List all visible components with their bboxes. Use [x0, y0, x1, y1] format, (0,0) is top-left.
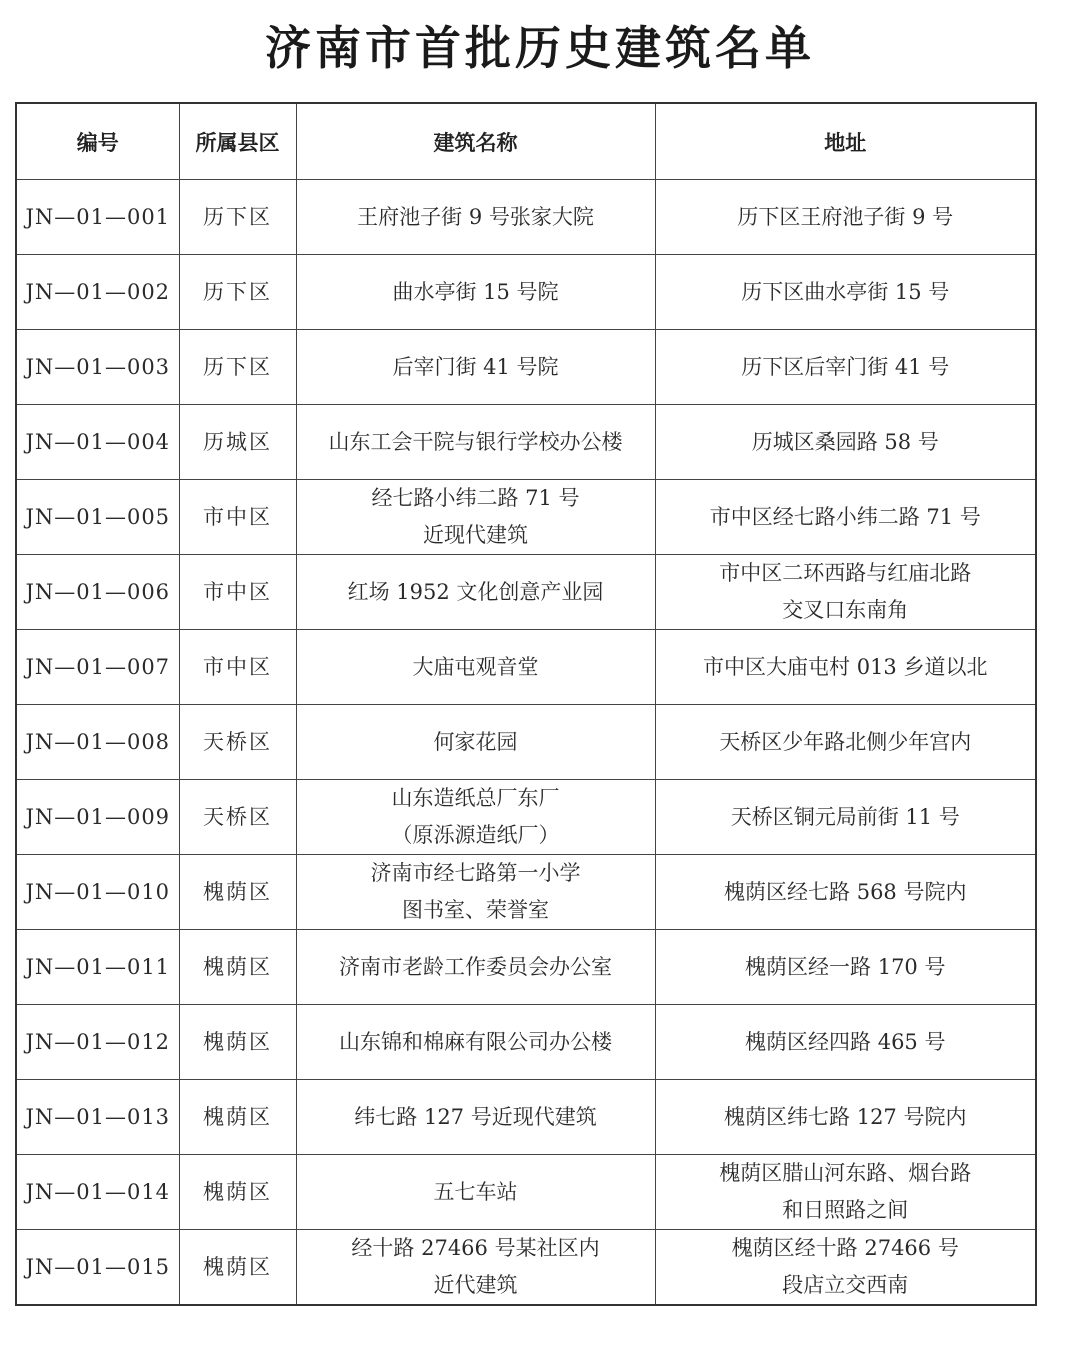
cell-code: JN—01—011 — [16, 930, 179, 1005]
cell-address — [655, 480, 1036, 555]
cell-name — [296, 405, 655, 480]
cell-address-line: 槐荫区经七路 568 号院内 — [724, 879, 967, 904]
cell-name — [296, 780, 655, 855]
column-header-name: 建筑名称 — [296, 103, 655, 180]
cell-name — [296, 1080, 655, 1155]
cell-name-line: 济南市老龄工作委员会办公室 — [339, 954, 612, 979]
cell-address-line: 市中区经七路小纬二路 71 号 — [709, 504, 981, 529]
table-header-row — [16, 103, 1036, 180]
cell-address-line: 槐荫区经十路 27466 号 — [731, 1236, 959, 1260]
cell-name — [296, 855, 655, 930]
cell-code: JN—01—005 — [16, 480, 179, 555]
table-row — [16, 1230, 1036, 1306]
cell-code: JN—01—002 — [16, 255, 179, 330]
cell-address — [655, 1155, 1036, 1230]
cell-address — [655, 1005, 1036, 1080]
cell-district: 市中区 — [179, 555, 296, 630]
cell-district: 槐荫区 — [179, 1080, 296, 1155]
cell-district: 天桥区 — [179, 705, 296, 780]
cell-code: JN—01—003 — [16, 330, 179, 405]
cell-address — [655, 930, 1036, 1005]
cell-address-line: 历下区王府池子街 9 号 — [737, 204, 954, 229]
table-row — [16, 855, 1036, 930]
table-row — [16, 930, 1036, 1005]
cell-district: 历下区 — [179, 330, 296, 405]
cell-name-line: 山东造纸总厂东厂 — [391, 786, 560, 810]
cell-district: 市中区 — [179, 630, 296, 705]
table-row — [16, 780, 1036, 855]
cell-address-line: 槐荫区纬七路 127 号院内 — [724, 1104, 967, 1129]
cell-name-line: （原泺源造纸厂） — [391, 823, 560, 847]
cell-name — [296, 330, 655, 405]
cell-name-line: 济南市经七路第一小学 — [370, 861, 581, 885]
cell-address-line: 和日照路之间 — [782, 1198, 909, 1222]
cell-district: 槐荫区 — [179, 930, 296, 1005]
cell-district: 槐荫区 — [179, 1155, 296, 1230]
table-row — [16, 705, 1036, 780]
table-row — [16, 1080, 1036, 1155]
cell-name-line: 山东工会干院与银行学校办公楼 — [328, 429, 623, 454]
cell-address-line: 市中区大庙屯村 013 乡道以北 — [703, 654, 988, 679]
cell-code: JN—01—015 — [16, 1230, 179, 1306]
cell-address-line: 天桥区少年路北侧少年宫内 — [719, 729, 972, 754]
cell-name-line: 王府池子街 9 号张家大院 — [357, 204, 594, 229]
cell-name — [296, 180, 655, 255]
cell-address — [655, 180, 1036, 255]
table-row — [16, 1155, 1036, 1230]
cell-name-line: 五七车站 — [433, 1179, 518, 1204]
cell-address — [655, 330, 1036, 405]
cell-name — [296, 930, 655, 1005]
cell-name — [296, 1230, 655, 1306]
table-row — [16, 1005, 1036, 1080]
cell-address — [655, 630, 1036, 705]
table-row — [16, 255, 1036, 330]
cell-code: JN—01—012 — [16, 1005, 179, 1080]
cell-district: 历下区 — [179, 255, 296, 330]
cell-code: JN—01—004 — [16, 405, 179, 480]
cell-address — [655, 1080, 1036, 1155]
column-header-district: 所属县区 — [179, 103, 296, 180]
cell-name-line: 近现代建筑 — [423, 523, 528, 547]
cell-name — [296, 480, 655, 555]
page-title: 济南市首批历史建筑名单 — [265, 21, 815, 75]
cell-address-line: 槐荫区经四路 465 号 — [745, 1029, 946, 1054]
cell-address — [655, 855, 1036, 930]
cell-name-line: 曲水亭街 15 号院 — [392, 279, 559, 304]
cell-address-line: 历城区桑园路 58 号 — [751, 429, 939, 454]
cell-address-line: 历下区曲水亭街 15 号 — [741, 279, 950, 304]
cell-name-line: 图书室、荣誉室 — [402, 898, 549, 922]
table-row — [16, 330, 1036, 405]
cell-code: JN—01—008 — [16, 705, 179, 780]
cell-name — [296, 630, 655, 705]
cell-address-line: 历下区后宰门街 41 号 — [741, 354, 950, 379]
cell-district: 市中区 — [179, 480, 296, 555]
column-header-code: 编号 — [16, 103, 179, 180]
cell-name-line: 后宰门街 41 号院 — [392, 354, 559, 379]
cell-name — [296, 255, 655, 330]
table-row — [16, 630, 1036, 705]
cell-district: 槐荫区 — [179, 855, 296, 930]
cell-address — [655, 780, 1036, 855]
cell-code: JN—01—007 — [16, 630, 179, 705]
cell-code: JN—01—009 — [16, 780, 179, 855]
cell-name-line: 经十路 27466 号某社区内 — [351, 1236, 600, 1260]
cell-address-line: 天桥区铜元局前街 11 号 — [730, 804, 960, 829]
cell-district: 历下区 — [179, 180, 296, 255]
historic-buildings-table — [15, 102, 1037, 1306]
cell-address — [655, 405, 1036, 480]
table-row — [16, 405, 1036, 480]
cell-name-line: 山东锦和棉麻有限公司办公楼 — [339, 1029, 612, 1054]
cell-name-line: 何家花园 — [433, 729, 518, 754]
cell-name — [296, 705, 655, 780]
cell-address — [655, 555, 1036, 630]
cell-address-line: 槐荫区经一路 170 号 — [745, 954, 946, 979]
cell-code: JN—01—006 — [16, 555, 179, 630]
table-body — [16, 180, 1036, 1306]
cell-name-line: 近代建筑 — [433, 1273, 518, 1297]
cell-address-line: 交叉口东南角 — [782, 598, 909, 622]
cell-address-line: 槐荫区腊山河东路、烟台路 — [719, 1161, 972, 1185]
cell-district: 历城区 — [179, 405, 296, 480]
cell-name — [296, 555, 655, 630]
cell-address-line: 市中区二环西路与红庙北路 — [719, 561, 972, 585]
cell-district: 槐荫区 — [179, 1005, 296, 1080]
cell-name-line: 纬七路 127 号近现代建筑 — [354, 1104, 597, 1129]
cell-name-line: 经七路小纬二路 71 号 — [371, 486, 580, 510]
cell-code: JN—01—001 — [16, 180, 179, 255]
cell-name — [296, 1005, 655, 1080]
cell-address — [655, 255, 1036, 330]
table-row — [16, 480, 1036, 555]
cell-address — [655, 1230, 1036, 1306]
cell-address-line: 段店立交西南 — [782, 1273, 909, 1297]
cell-code: JN—01—013 — [16, 1080, 179, 1155]
table-row — [16, 555, 1036, 630]
cell-code: JN—01—010 — [16, 855, 179, 930]
cell-name-line: 红场 1952 文化创意产业园 — [347, 579, 604, 604]
column-header-address: 地址 — [655, 103, 1036, 180]
table-row — [16, 180, 1036, 255]
cell-address — [655, 705, 1036, 780]
cell-code: JN—01—014 — [16, 1155, 179, 1230]
cell-district: 槐荫区 — [179, 1230, 296, 1306]
cell-name — [296, 1155, 655, 1230]
cell-district: 天桥区 — [179, 780, 296, 855]
cell-name-line: 大庙屯观音堂 — [412, 654, 539, 679]
